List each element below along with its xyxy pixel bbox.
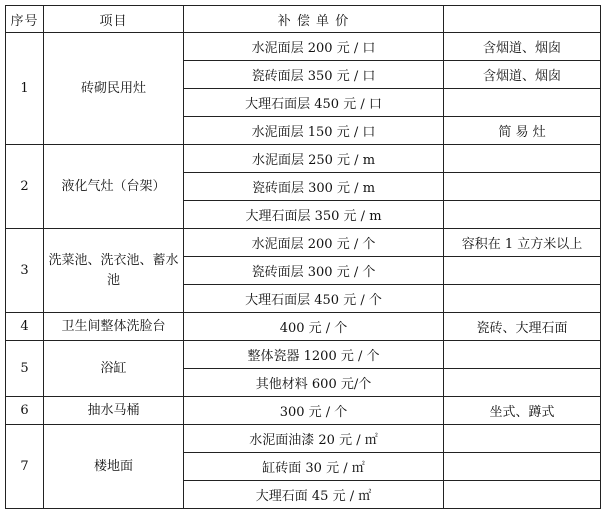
unit-price: 水泥面层 150 元 / 口	[184, 117, 444, 145]
note	[444, 201, 601, 229]
item-name: 卫生间整体洗脸台	[44, 313, 184, 341]
table-row	[6, 397, 601, 425]
item-name: 砖砌民用灶	[44, 33, 184, 145]
header-note	[444, 6, 601, 33]
note: 瓷砖、大理石面	[444, 313, 601, 341]
note: 坐式、蹲式	[444, 397, 601, 425]
row-number: 4	[6, 313, 44, 341]
note: 含烟道、烟囱	[444, 33, 601, 61]
unit-price: 大理石面 45 元 / ㎡	[184, 481, 444, 509]
unit-price: 大理石面层 450 元 / 个	[184, 285, 444, 313]
item-name: 洗菜池、洗衣池、蓄水池	[44, 229, 184, 313]
note: 容积在 1 立方米以上	[444, 229, 601, 257]
unit-price: 整体瓷器 1200 元 / 个	[184, 341, 444, 369]
row-number: 5	[6, 341, 44, 397]
item-name: 浴缸	[44, 341, 184, 397]
table-body	[6, 33, 601, 509]
note	[444, 89, 601, 117]
note	[444, 453, 601, 481]
table-row	[6, 229, 601, 257]
note	[444, 285, 601, 313]
table-row	[6, 425, 601, 453]
unit-price: 大理石面层 350 元 / m	[184, 201, 444, 229]
table-row	[6, 145, 601, 173]
note	[444, 145, 601, 173]
note: 简 易 灶	[444, 117, 601, 145]
note	[444, 257, 601, 285]
unit-price: 大理石面层 450 元 / 口	[184, 89, 444, 117]
header-price: 补 偿 单 价	[184, 6, 444, 33]
unit-price: 水泥面层 200 元 / 个	[184, 229, 444, 257]
unit-price: 300 元 / 个	[184, 397, 444, 425]
header-no: 序号	[6, 6, 44, 33]
unit-price: 400 元 / 个	[184, 313, 444, 341]
note	[444, 369, 601, 397]
unit-price: 缸砖面 30 元 / ㎡	[184, 453, 444, 481]
row-number: 7	[6, 425, 44, 509]
unit-price: 瓷砖面层 350 元 / 口	[184, 61, 444, 89]
header-row	[6, 6, 601, 33]
note	[444, 341, 601, 369]
header-item: 项目	[44, 6, 184, 33]
note	[444, 425, 601, 453]
unit-price: 瓷砖面层 300 元 / m	[184, 173, 444, 201]
note	[444, 173, 601, 201]
item-name: 液化气灶（台架）	[44, 145, 184, 229]
table-row	[6, 341, 601, 369]
unit-price: 水泥面油漆 20 元 / ㎡	[184, 425, 444, 453]
note	[444, 481, 601, 509]
note: 含烟道、烟囱	[444, 61, 601, 89]
row-number: 6	[6, 397, 44, 425]
unit-price: 水泥面层 250 元 / m	[184, 145, 444, 173]
compensation-price-table	[5, 5, 601, 509]
unit-price: 水泥面层 200 元 / 口	[184, 33, 444, 61]
row-number: 3	[6, 229, 44, 313]
unit-price: 其他材料 600 元/个	[184, 369, 444, 397]
row-number: 1	[6, 33, 44, 145]
row-number: 2	[6, 145, 44, 229]
table-row	[6, 33, 601, 61]
unit-price: 瓷砖面层 300 元 / 个	[184, 257, 444, 285]
table-row	[6, 313, 601, 341]
item-name: 抽水马桶	[44, 397, 184, 425]
item-name: 楼地面	[44, 425, 184, 509]
